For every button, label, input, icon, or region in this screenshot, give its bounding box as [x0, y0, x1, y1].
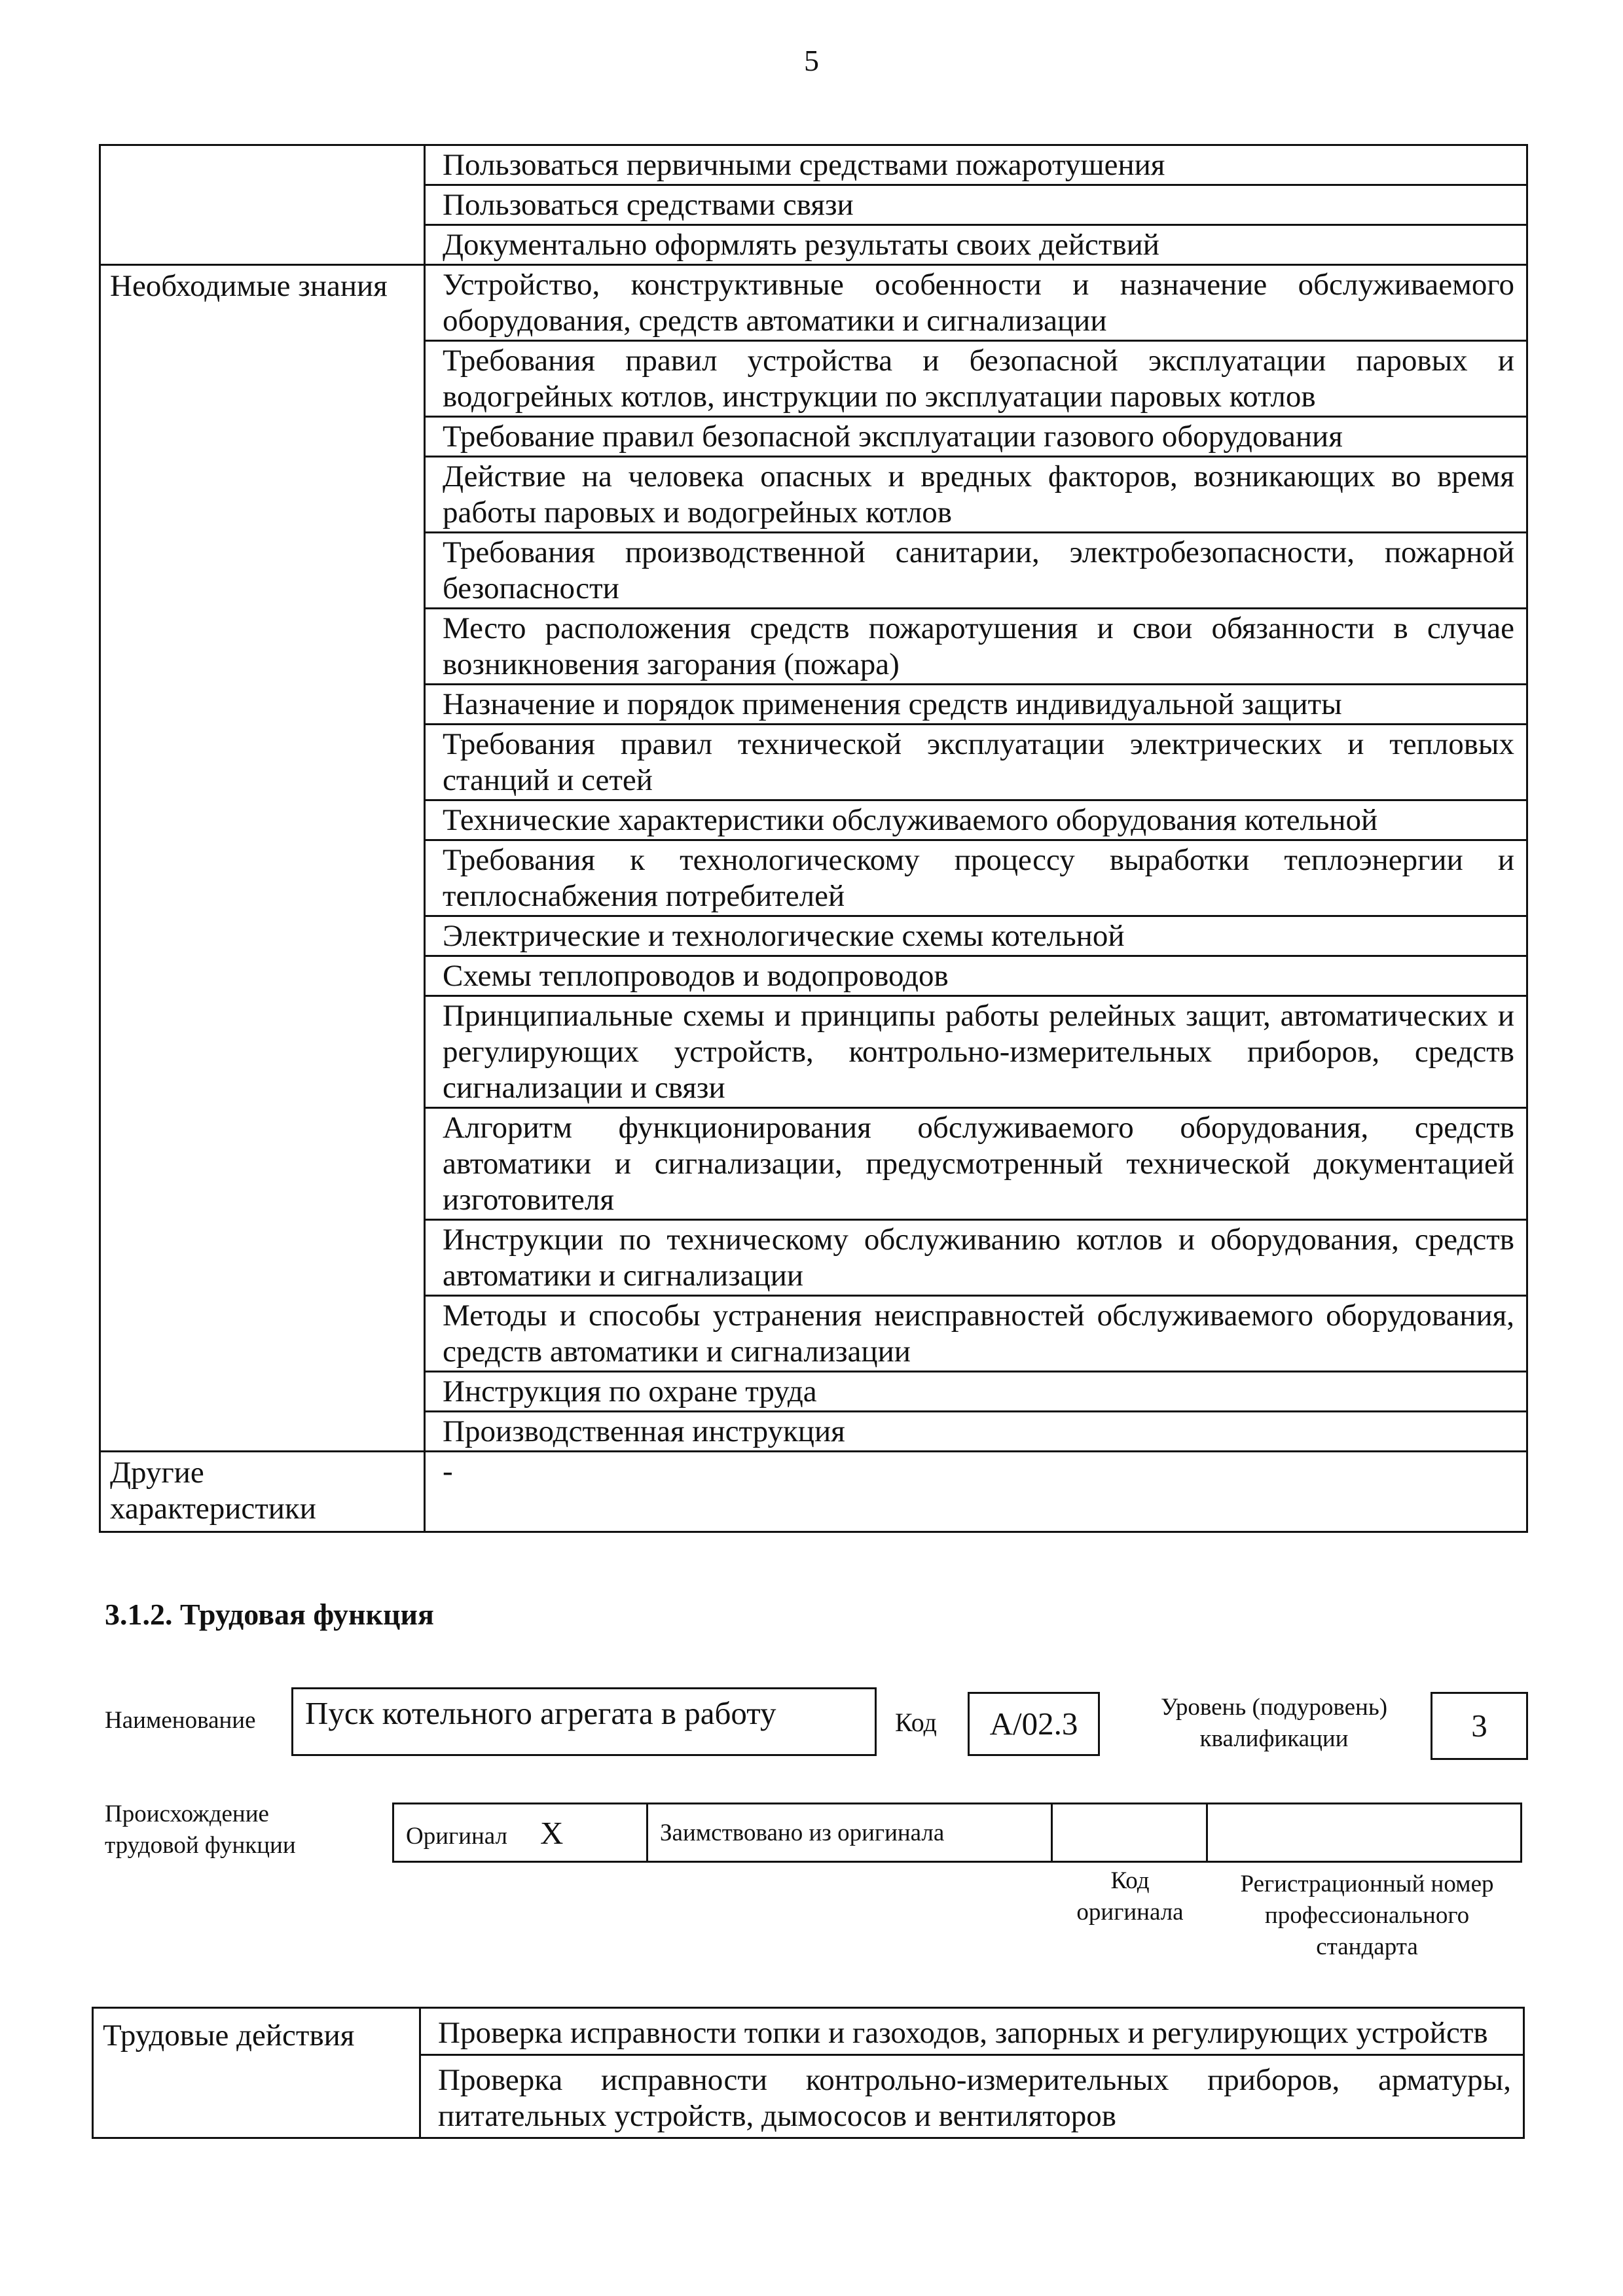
knowledge-label: Необходимые знания [100, 265, 425, 1452]
knowledge-row: Алгоритм функционирования обслуживаемого оборудования, средств автоматики и сигнализации, предусмотренный технической документацией изготовителя [425, 1108, 1527, 1220]
origin-original-cell [393, 1804, 647, 1862]
skills-label-cell [100, 145, 425, 265]
other-label: Другие характеристики [100, 1452, 425, 1532]
code-original-line2: оригинала [1076, 1899, 1184, 1926]
knowledge-row: Устройство, конструктивные особенности и назначение обслуживаемого оборудования, средств автоматики и сигнализации [425, 265, 1527, 341]
code-original-caption [1051, 1865, 1209, 1928]
knowledge-row: Методы и способы устранения неисправностей обслуживаемого оборудования, средств автоматики и сигнализации [425, 1296, 1527, 1372]
knowledge-row: Требование правил безопасной эксплуатации газового оборудования [425, 417, 1527, 457]
origin-table [392, 1803, 1522, 1863]
origin-borrowed-cell: Заимствовано из оригинала [647, 1804, 1052, 1862]
knowledge-row: Требования правил технической эксплуатации электрических и тепловых станций и сетей [425, 725, 1527, 800]
actions-table [92, 2007, 1525, 2139]
origin-mark: X [540, 1814, 564, 1851]
skill-row: Документально оформлять результаты своих действий [425, 225, 1527, 265]
knowledge-row: Электрические и технологические схемы котельной [425, 916, 1527, 956]
knowledge-row: Принципиальные схемы и принципы работы релейных защит, автоматических и регулирующих устройств, контрольно-измерительных приборов, средств сигнализации и связи [425, 996, 1527, 1108]
origin-label-line1: Происхождение [105, 1801, 269, 1827]
origin-label-line2: трудовой функции [105, 1832, 296, 1859]
level-label-line1: Уровень (подуровень) [1160, 1694, 1388, 1721]
origin-original-label: Оригинал [406, 1822, 508, 1850]
origin-label [105, 1799, 296, 1861]
reg-number-line2: профессионального [1264, 1902, 1470, 1929]
skill-row: Пользоваться первичными средствами пожаротушения [425, 145, 1527, 185]
code-original-line1: Код [1110, 1867, 1150, 1894]
code-label: Код [895, 1708, 937, 1737]
knowledge-row: Инструкция по охране труда [425, 1372, 1527, 1412]
knowledge-row: Назначение и порядок применения средств индивидуальной защиты [425, 685, 1527, 725]
level-label [1137, 1692, 1412, 1755]
code-original-cell [1052, 1804, 1207, 1862]
other-value: - [425, 1452, 1527, 1532]
knowledge-row: Требования к технологическому процессу выработки теплоэнергии и теплоснабжения потребителей [425, 840, 1527, 916]
function-name-field: Пуск котельного агрегата в работу [291, 1687, 877, 1756]
code-field: А/02.3 [968, 1692, 1100, 1756]
knowledge-row: Требования производственной санитарии, электробезопасности, пожарной безопасности [425, 533, 1527, 609]
reg-number-cell [1207, 1804, 1522, 1862]
level-field: 3 [1431, 1692, 1528, 1760]
reg-number-line3: стандарта [1316, 1933, 1418, 1960]
page-number: 5 [804, 44, 819, 77]
knowledge-row: Схемы теплопроводов и водопроводов [425, 956, 1527, 996]
action-row: Проверка исправности топки и газоходов, запорных и регулирующих устройств [420, 2008, 1524, 2055]
knowledge-row: Место расположения средств пожаротушения и свои обязанности в случае возникновения загорания (пожара) [425, 609, 1527, 685]
name-label: Наименование [105, 1707, 256, 1734]
skill-row: Пользоваться средствами связи [425, 185, 1527, 225]
knowledge-row: Производственная инструкция [425, 1412, 1527, 1452]
level-label-line2: квалификации [1199, 1725, 1349, 1752]
knowledge-row: Действие на человека опасных и вредных факторов, возникающих во время работы паровых и водогрейных котлов [425, 457, 1527, 533]
action-row: Проверка исправности контрольно-измерительных приборов, арматуры, питательных устройств, дымососов и вентиляторов [420, 2055, 1524, 2138]
knowledge-row: Технические характеристики обслуживаемого оборудования котельной [425, 800, 1527, 840]
knowledge-row: Требования правил устройства и безопасной эксплуатации паровых и водогрейных котлов, инструкции по эксплуатации паровых котлов [425, 341, 1527, 417]
actions-label: Трудовые действия [93, 2008, 420, 2138]
reg-number-caption [1210, 1869, 1524, 1963]
requirements-table [99, 144, 1528, 1533]
section-title: 3.1.2. Трудовая функция [105, 1598, 434, 1631]
reg-number-line1: Регистрационный номер [1240, 1871, 1494, 1897]
knowledge-row: Инструкции по техническому обслуживанию котлов и оборудования, средств автоматики и сигнализации [425, 1220, 1527, 1296]
